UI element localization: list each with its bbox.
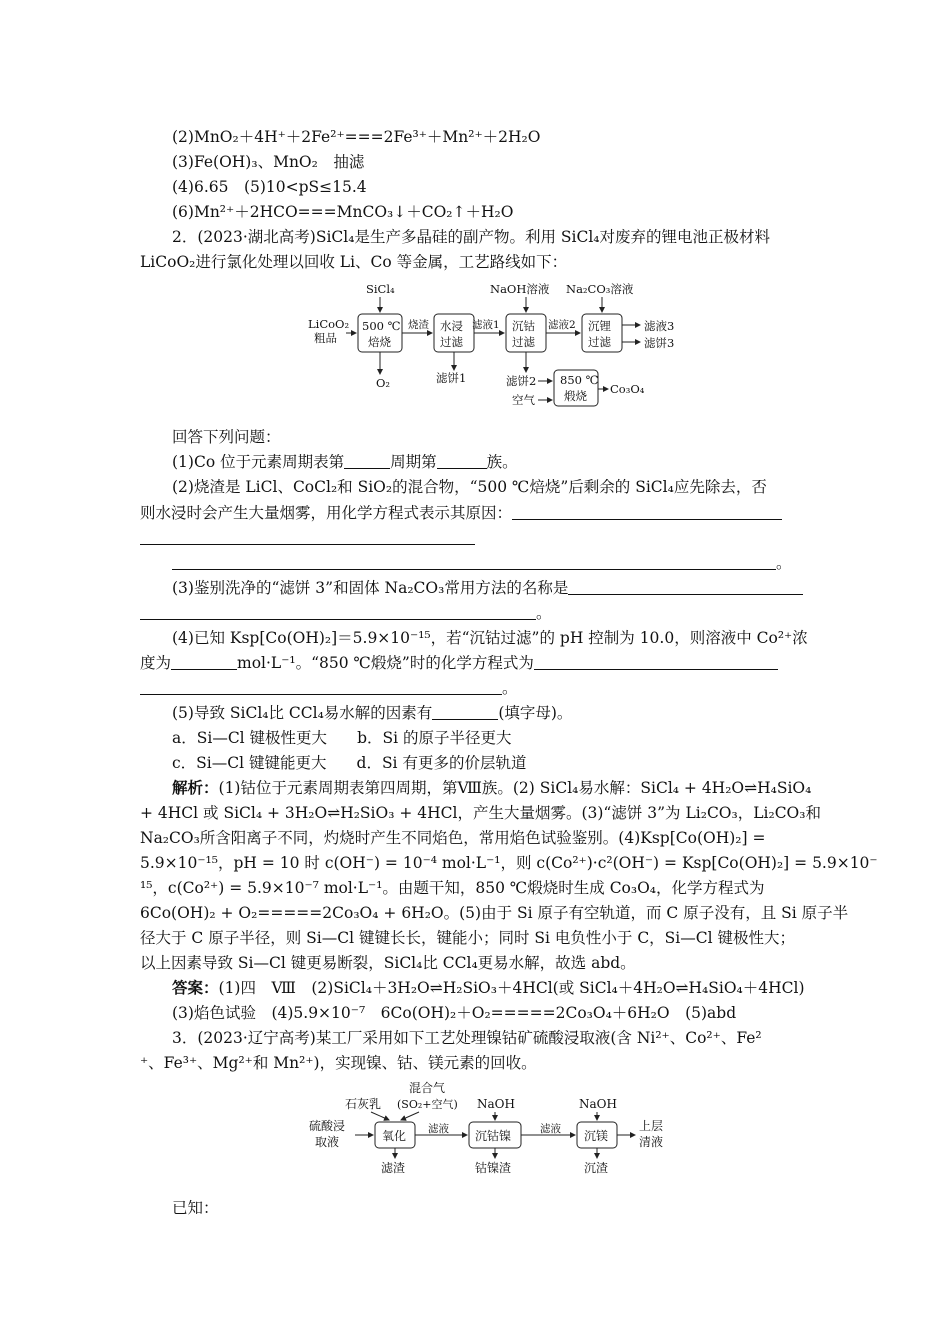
flow3-out-line1: 上层 xyxy=(639,1119,664,1133)
flow3-box3-label: 沉镁 xyxy=(584,1129,609,1143)
q2-part4-line3 xyxy=(140,678,518,698)
answer-blank-equation-3[interactable] xyxy=(172,553,776,570)
prev-answer-2: (2)MnO₂＋4H⁺＋2Fe²⁺===2Fe³⁺＋Mn²⁺＋2H₂O xyxy=(172,128,541,146)
answer-blank-group[interactable] xyxy=(437,452,487,469)
answer-blank-equation-2[interactable] xyxy=(140,528,475,545)
analysis-text-1: (1)钴位于元素周期表第四周期，第Ⅷ族。(2) SiCl₄易水解：SiCl₄ + 4H₂O⇌H₄SiO₄ xyxy=(218,779,812,797)
flow-box5-line2: 煅烧 xyxy=(564,389,587,403)
flow-na2co3: Na₂CO₃溶液 xyxy=(566,282,634,296)
flow-box4-line2: 过滤 xyxy=(588,335,611,349)
flow-air: 空气 xyxy=(512,393,535,407)
analysis-label: 解析： xyxy=(172,778,219,797)
answer-label: 答案： xyxy=(172,978,219,997)
flow-licoo2: LiCoO₂ xyxy=(308,317,350,331)
q3-stem-line1 xyxy=(172,1028,762,1048)
analysis-line7: 径大于 C 原子半径，则 Si—Cl 键键长长，键能小；同时 Si 电负性小于 C，Si—Cl 键极性大； xyxy=(140,929,795,947)
flow-box2-line2: 过滤 xyxy=(440,335,463,349)
prev-answer-3: (3)Fe(OH)₃、MnO₂ 抽滤 xyxy=(172,153,365,171)
q2-part2-line4 xyxy=(172,553,792,573)
flow3-naoh1: NaOH xyxy=(477,1097,515,1111)
q2-part2-text: 则水浸时会产生大量烟雾，用化学方程式表示其原因： xyxy=(140,504,513,522)
flow-box4-line1: 沉锂 xyxy=(588,319,611,333)
q2-process-flowchart xyxy=(300,276,700,410)
flow-cake2: 滤饼2 xyxy=(506,374,537,388)
flow3-box2-label: 沉钴镍 xyxy=(475,1129,512,1143)
q2-options-cd xyxy=(172,753,526,773)
q2-part4-text-a: 度为 xyxy=(140,654,172,672)
q2-stem-text: SiCl₄是生产多晶硅的副产物。利用 SiCl₄对废弃的锂电池正极材料 xyxy=(315,228,770,246)
flow-sicl4: SiCl₄ xyxy=(366,282,395,296)
q3-known: 已知： xyxy=(172,1199,219,1217)
q2-part1-text-c: 族。 xyxy=(486,453,518,471)
answer-blank-method-2[interactable] xyxy=(140,603,536,620)
flow3-residue2: 钴镍渣 xyxy=(475,1161,512,1175)
answer-text-1: (1)四 Ⅷ (2)SiCl₄＋3H₂O⇌H₂SiO₃＋4HCl(或 SiCl₄＋4H₂O⇌H₄SiO₄＋4HCl) xyxy=(218,979,805,997)
q2-part3-line1 xyxy=(172,578,803,598)
q2-part5-text: (5)导致 SiCl₄比 CCl₄易水解的因素有 xyxy=(172,704,433,722)
q3-number: 3．(2023·辽宁高考) xyxy=(172,1029,316,1047)
analysis-line6: 6Co(OH)₂ + O₂=====2Co₃O₄ + 6H₂O。(5)由于 Si 原子有空轨道，而 C 原子没有，且 Si 原子半 xyxy=(140,904,849,922)
q3-stem-line2: ⁺、Fe³⁺、Mg²⁺和 Mn²⁺)，实现镍、钴、镁元素的回收。 xyxy=(140,1054,537,1072)
q2-intro: 回答下列问题： xyxy=(172,428,281,446)
answer-blank-calcination-2[interactable] xyxy=(140,678,502,695)
flow-box3-line1: 沉钴 xyxy=(512,319,535,333)
prev-answer-4-5: (4)6.65 (5)10<pS≤15.4 xyxy=(172,178,367,196)
flow3-lime: 石灰乳 xyxy=(345,1097,382,1111)
q2-part4-line1: (4)已知 Ksp[Co(OH)₂]＝5.9×10⁻¹⁵，若“沉钴过滤”的 pH 控制为 10.0，则溶液中 Co²⁺浓 xyxy=(172,629,808,647)
q2-stem-line1 xyxy=(172,227,770,247)
flow-box1-line2: 焙烧 xyxy=(368,335,391,349)
q2-part4-text-b: mol·L⁻¹。“850 ℃煅烧”时的化学方程式为 xyxy=(237,654,534,672)
q2-stem-line2: LiCoO₂进行氯化处理以回收 Li、Co 等金属，工艺路线如下： xyxy=(140,253,568,271)
analysis-line5: ¹⁵，c(Co²⁺) = 5.9×10⁻⁷ mol·L⁻¹。由题干知，850 ℃煅烧时生成 Co₃O₄，化学方程式为 xyxy=(140,879,765,897)
flow3-residue1: 滤渣 xyxy=(381,1161,406,1175)
q2-part3-line2 xyxy=(140,603,552,623)
q2-options-ab xyxy=(172,728,512,748)
answer-blank-choice[interactable] xyxy=(432,703,498,720)
q2-part2-line3 xyxy=(140,528,475,548)
flow-cake1: 滤饼1 xyxy=(436,371,467,385)
flow-o2: O₂ xyxy=(376,376,391,390)
flow-filtrate3: 滤液3 xyxy=(644,319,675,333)
q2-part5-hint: (填字母)。 xyxy=(498,704,573,722)
q3-process-flowchart xyxy=(305,1078,685,1178)
flow3-filtrate2: 滤液 xyxy=(540,1123,561,1135)
flow3-out-line2: 清液 xyxy=(639,1135,664,1149)
q3-stem-text: 某工厂采用如下工艺处理镍钴矿硫酸浸取液(含 Ni²⁺、Co²⁺、Fe² xyxy=(315,1029,762,1047)
analysis-line8: 以上因素导致 Si—Cl 键更易断裂，SiCl₄比 CCl₄更易水解，故选 abd。 xyxy=(140,954,636,972)
answer-blank-calcination-1[interactable] xyxy=(534,653,778,670)
q2-part1-text-a: (1)Co 位于元素周期表第 xyxy=(172,453,345,471)
analysis-line3: Na₂CO₃所含阳离子不同，灼烧时产生不同焰色，常用焰色试验鉴别。(4)Ksp[Co(OH)₂] = xyxy=(140,829,766,847)
flow3-filtrate1: 滤液 xyxy=(428,1123,449,1135)
answer-line2: (3)焰色试验 (4)5.9×10⁻⁷ 6Co(OH)₂＋O₂=====2Co₃O₄＋6H₂O (5)abd xyxy=(172,1004,737,1022)
answer-blank-equation-1[interactable] xyxy=(512,503,782,520)
flow3-leach-line1: 硫酸浸 xyxy=(309,1119,346,1133)
flow3-box1-label: 氧化 xyxy=(382,1129,407,1143)
flow-co3o4: Co₃O₄ xyxy=(610,382,645,396)
q2-number: 2．(2023·湖北高考) xyxy=(172,228,316,246)
analysis-line2: + 4HCl 或 SiCl₄ + 3H₂O⇌H₂SiO₃ + 4HCl，产生大量烟雾。(3)“滤饼 3”为 Li₂CO₃，Li₂CO₃和 xyxy=(140,804,821,822)
answer-blank-concentration[interactable] xyxy=(171,653,237,670)
q2-part2-line2 xyxy=(140,503,782,523)
q2-part2-period: 。 xyxy=(776,554,792,572)
analysis-line1 xyxy=(172,778,811,798)
option-d: d．Si 有更多的价层轨道 xyxy=(356,754,527,772)
flow3-mix-line1: 混合气 xyxy=(409,1081,446,1095)
flow-box5-line1: 850 ℃ xyxy=(560,373,599,387)
prev-answer-6: (6)Mn²⁺＋2HCO===MnCO₃↓＋CO₂↑＋H₂O xyxy=(172,203,514,221)
flow-arrow2-label: 滤液1 xyxy=(472,319,500,331)
q2-part5 xyxy=(172,703,572,723)
q2-part4-line2 xyxy=(140,653,778,673)
flow3-leach-line2: 取液 xyxy=(315,1135,340,1149)
flow-crude: 粗品 xyxy=(314,331,337,345)
answer-blank-method-1[interactable] xyxy=(568,578,803,595)
flow-cake3: 滤饼3 xyxy=(644,336,675,350)
flow-box3-line2: 过滤 xyxy=(512,335,535,349)
q2-part2-line1: (2)烧渣是 LiCl、CoCl₂和 SiO₂的混合物，“500 ℃焙烧”后剩余的 SiCl₄应先除去，否 xyxy=(172,478,767,496)
analysis-line4: 5.9×10⁻¹⁵，pH = 10 时 c(OH⁻) = 10⁻⁴ mol·L⁻¹，则 c(Co²⁺)·c²(OH⁻) = Ksp[Co(OH)₂] = 5.9×10⁻ xyxy=(140,854,878,872)
flow3-residue3: 沉渣 xyxy=(584,1161,609,1175)
flow-arrow3-label: 滤液2 xyxy=(548,319,576,331)
q2-part1 xyxy=(172,452,518,472)
flow3-naoh2: NaOH xyxy=(579,1097,617,1111)
option-b: b．Si 的原子半径更大 xyxy=(357,729,512,747)
answer-line1 xyxy=(172,978,805,998)
answer-blank-period[interactable] xyxy=(344,452,390,469)
flow-box2-line1: 水浸 xyxy=(440,319,463,333)
q2-part3-text: (3)鉴别洗净的“滤饼 3”和固体 Na₂CO₃常用方法的名称是 xyxy=(172,579,569,597)
q2-part1-text-b: 周期第 xyxy=(390,453,437,471)
option-c: c．Si—Cl 键键能更大 xyxy=(172,754,327,772)
q2-part3-period: 。 xyxy=(536,604,552,622)
flow3-mix-line2: (SO₂+空气) xyxy=(397,1098,458,1111)
flow-naoh: NaOH溶液 xyxy=(490,282,550,296)
option-a: a．Si—Cl 键极性更大 xyxy=(172,729,328,747)
q2-part4-period: 。 xyxy=(502,679,518,697)
flow-arrow1-label: 烧渣 xyxy=(408,319,429,331)
flow-box1-line1: 500 ℃ xyxy=(362,319,401,333)
